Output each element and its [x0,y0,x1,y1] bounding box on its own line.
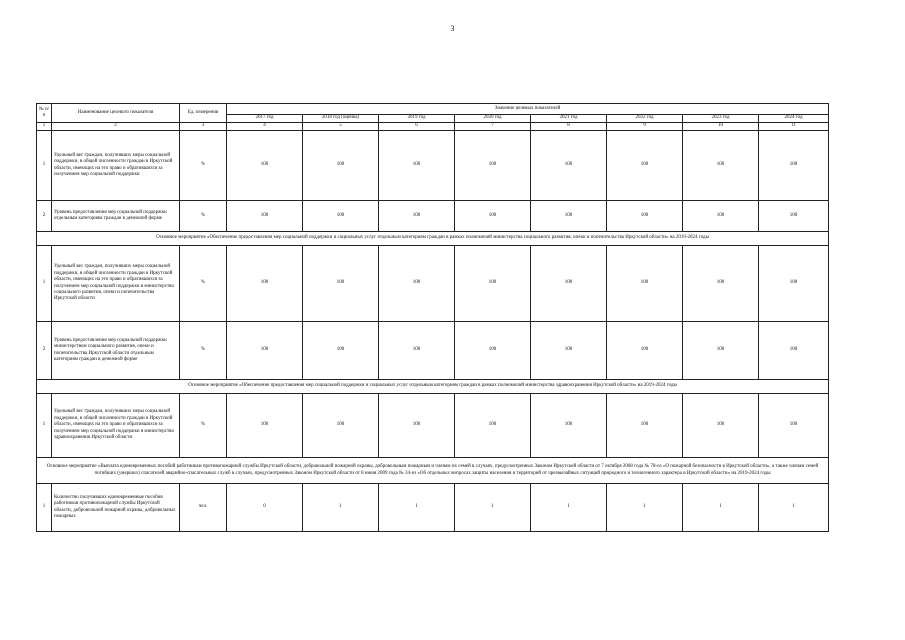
column-number: 3 [180,123,227,131]
header-year: 2017 год [227,115,303,123]
value-cell: 100 [607,322,683,380]
indicator-name: Количество получивших единовременные пособия работников противопожарной службы Иркутской области, добровольной пожарной охраны, добровольных пожарных [52,484,180,532]
value-cell: 0 [227,484,303,532]
header-year: 2022 год [607,115,683,123]
column-number: 8 [531,123,607,131]
value-cell: 1 [379,484,455,532]
indicator-name: Удельный вес граждан, получивших меры социальной поддержки, в общей численности граждан в Иркутской области, имеющих на это право и обратившихся за получением мер социальной поддержки [52,131,180,201]
value-cell: 100 [683,246,759,322]
value-cell: 100 [227,131,303,201]
value-cell: 100 [531,246,607,322]
value-cell: 1 [531,484,607,532]
section-row [37,458,829,484]
value-cell: 1 [303,484,379,532]
section-title: Основное мероприятие «Обеспечение предоставления мер социальной поддержки и социальных услуг отдельным категориям граждан в рамках полномочий министерства здравоохранения Иркутской области» на 2019-2024 годы [37,380,829,394]
value-cell: 100 [227,322,303,380]
value-cell: 100 [455,394,531,458]
column-number: 1 [37,123,52,131]
header-year: 2023 год [683,115,759,123]
unit-cell: % [180,394,227,458]
value-cell: 100 [379,201,455,232]
value-cell: 100 [607,201,683,232]
indicator-name: Удельный вес граждан, получивших меры социальной поддержки, в общей численности граждан в Иркутской области, имеющих на это право и обратившихся за получением мер социальной поддержки в министерство социального развития, опеки и попечительства Иркутской области [52,246,180,322]
value-cell: 100 [455,131,531,201]
value-cell: 100 [531,201,607,232]
value-cell: 100 [303,322,379,380]
value-cell: 1 [759,484,829,532]
column-number: 5 [303,123,379,131]
row-number: 1 [37,394,52,458]
value-cell: 100 [683,322,759,380]
row-number: 1 [37,246,52,322]
table-row [37,131,829,201]
value-cell: 100 [379,246,455,322]
column-number: 9 [607,123,683,131]
value-cell: 100 [379,131,455,201]
section-row [37,380,829,394]
value-cell: 100 [303,394,379,458]
indicator-name: Уровень предоставления мер социальной поддержки отдельным категориям граждан в денежной форме [52,201,180,232]
section-title: Основное мероприятие «Обеспечение предоставления мер социальной поддержки и социальных услуг отдельным категориям граждан в рамках полномочий министерства социального развития, опеки и попечительства Иркутской области» на 2019-2024 годы [37,232,829,246]
value-cell: 100 [607,246,683,322]
value-cell: 1 [607,484,683,532]
value-cell: 100 [455,322,531,380]
unit-cell: чел. [180,484,227,532]
column-number: 4 [227,123,303,131]
value-cell: 100 [759,201,829,232]
value-cell: 1 [683,484,759,532]
header-num: № п/п [37,104,52,123]
value-cell: 100 [531,394,607,458]
value-cell: 100 [455,246,531,322]
column-number: 10 [683,123,759,131]
header-year: 2021 год [531,115,607,123]
value-cell: 100 [683,394,759,458]
value-cell: 100 [759,394,829,458]
table-row [37,201,829,232]
table-row [37,246,829,322]
section-title: Основное мероприятие «Выплата единовременных пособий работникам противопожарной службы Иркутской области, добровольной пожарной охраны, добровольным пожарным и членам их семей в случаях, предусмотренных Законом Иркутской области от 7 октября 2008 года № 78-оз «О пожарной безопасности в Иркутской области», а также членам семей погибших (умерших) спасателей аварийно-спасательных служб в случаях, предусмотренных Законом Иркутской области от 8 июня 2009 года № 34-оз «Об отдельных вопросах защиты населения и территорий от чрезвычайных ситуаций природного и техногенного характера в Иркутской области» на 2019-2024 годы [37,458,829,484]
row-number: 1 [37,484,52,532]
value-cell: 100 [379,394,455,458]
header-year: 2020 год [455,115,531,123]
value-cell: 100 [303,246,379,322]
row-number: 2 [37,201,52,232]
value-cell: 100 [759,246,829,322]
indicators-table [36,103,829,532]
value-cell: 100 [379,322,455,380]
table-row [37,322,829,380]
value-cell: 100 [455,201,531,232]
value-cell: 100 [227,246,303,322]
header-year: 2018 год (оценка) [303,115,379,123]
header-unit: Ед. измерения [180,104,227,123]
column-number: 7 [455,123,531,131]
column-number: 11 [759,123,829,131]
value-cell: 100 [683,131,759,201]
unit-cell: % [180,201,227,232]
unit-cell: % [180,246,227,322]
value-cell: 100 [227,201,303,232]
indicator-name: Уровень предоставления мер социальной поддержки министерством социального развития, опеки и попечительства Иркутской области отдельным категориям граждан в денежной форме [52,322,180,380]
page-number: 3 [450,24,455,33]
value-cell: 100 [759,131,829,201]
value-cell: 100 [531,322,607,380]
header-year: 2019 год [379,115,455,123]
section-row [37,232,829,246]
value-cell: 100 [303,131,379,201]
value-cell: 100 [683,201,759,232]
row-number: 2 [37,322,52,380]
value-cell: 100 [227,394,303,458]
unit-cell: % [180,322,227,380]
column-number: 6 [379,123,455,131]
table-row [37,484,829,532]
row-number: 1 [37,131,52,201]
unit-cell: % [180,131,227,201]
value-cell: 100 [607,131,683,201]
value-cell: 100 [531,131,607,201]
value-cell: 100 [607,394,683,458]
header-year: 2024 год [759,115,829,123]
table-row [37,394,829,458]
header-name: Наименование целевого показателя [52,104,180,123]
header-values-title: Значение целевых показателей [227,104,829,115]
value-cell: 100 [303,201,379,232]
column-number: 2 [52,123,180,131]
value-cell: 100 [759,322,829,380]
indicator-name: Удельный вес граждан, получивших меры социальной поддержки, в общей численности граждан в Иркутской области, имеющих на это право и обратившихся за получением мер социальной поддержки в министерство здравоохранения Иркутской области [52,394,180,458]
value-cell: 1 [455,484,531,532]
